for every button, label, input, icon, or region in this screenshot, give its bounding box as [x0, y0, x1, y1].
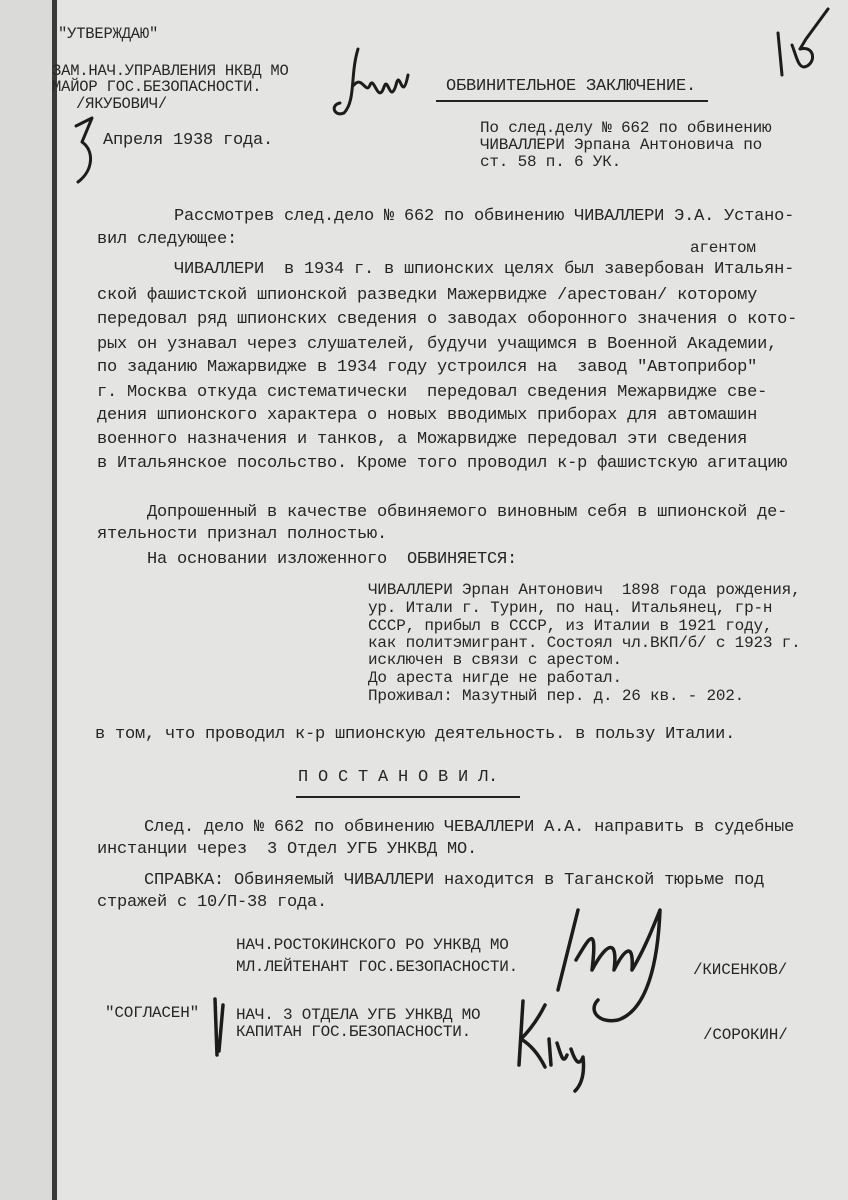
- body-line: передовал ряд шпионских сведения о заводах оборонного значения о кото-: [97, 310, 798, 329]
- sorokin-signature: [505, 995, 605, 1095]
- case-ref-line: По след.делу № 662 по обвинению: [480, 119, 772, 137]
- title-underline: [436, 100, 708, 102]
- body-line: ятельности признал полностью.: [97, 525, 388, 544]
- approval-stamp: "УТВЕРЖДАЮ": [58, 25, 159, 43]
- resolution-underline: [296, 796, 520, 798]
- handwritten-insertion: агентом: [690, 239, 756, 257]
- case-ref-line: ЧИВАЛЛЕРИ Эрпана Антоновича по: [480, 136, 763, 154]
- resolution-line: инстанции через 3 Отдел УГБ УНКВД МО.: [97, 840, 478, 859]
- case-ref-line: ст. 58 п. 6 УК.: [480, 153, 622, 171]
- note-line: СПРАВКА: Обвиняемый ЧИВАЛЛЕРИ находится в Таганской тюрьме под: [144, 871, 765, 890]
- agreed-stamp: "СОГЛАСЕН": [105, 1004, 200, 1022]
- agreed-mark: [205, 995, 235, 1065]
- body-line: г. Москва откуда систематически передовал сведения Межарвидже све-: [97, 383, 768, 402]
- accused-line: СССР, прибыл в СССР, из Италии в 1921 году,: [368, 617, 773, 635]
- approval-line: ЗАМ.НАЧ.УПРАВЛЕНИЯ НКВД МО: [52, 62, 289, 80]
- signatory-title: КАПИТАН ГОС.БЕЗОПАСНОСТИ.: [236, 1023, 472, 1041]
- approval-signatory: /ЯКУБОВИЧ/: [76, 95, 168, 113]
- page-edge-line: [52, 0, 57, 1200]
- accused-line: Проживал: Мазутный пер. д. 26 кв. - 202.: [368, 687, 745, 705]
- scan-margin: [0, 0, 52, 1200]
- resolution-line: След. дело № 662 по обвинению ЧЕВАЛЛЕРИ А.А. направить в судебные: [144, 818, 795, 837]
- signatory-name: /КИСЕНКОВ/: [693, 961, 788, 979]
- body-line: военного назначения и танков, а Можарвидже передовал эти сведения: [97, 430, 748, 449]
- body-line: Допрошенный в качестве обвиняемого виновным себя в шпионской де-: [147, 503, 788, 522]
- accused-line: ур. Итали г. Турин, по нац. Итальянец, гр-н: [368, 599, 773, 617]
- signatory-title: НАЧ. 3 ОТДЕЛА УГБ УНКВД МО: [236, 1006, 481, 1024]
- charge-line: в том, что проводил к-р шпионскую деятельность. в пользу Италии.: [95, 725, 736, 744]
- signatory-title: НАЧ.РОСТОКИНСКОГО РО УНКВД МО: [236, 936, 509, 954]
- body-line: по заданию Мажарвидже в 1934 году устроился на завод "Автоприбор": [97, 358, 758, 377]
- page-number-handwritten: [770, 5, 840, 75]
- resolution-heading: П О С Т А Н О В И Л.: [298, 768, 499, 787]
- body-line: рых он узнавал через слушателей, будучи учащимся в Военной Академии,: [97, 335, 778, 354]
- body-line: дения шпионского характера о новых вводимых приборах для автомашин: [97, 406, 758, 425]
- document-title: ОБВИНИТЕЛЬНОЕ ЗАКЛЮЧЕНИЕ.: [446, 77, 697, 96]
- signatory-name: /СОРОКИН/: [703, 1026, 788, 1044]
- accused-line: ЧИВАЛЛЕРИ Эрпан Антонович 1898 года рождения,: [368, 581, 801, 599]
- charged-intro: На основании изложенного ОБВИНЯЕТСЯ:: [147, 550, 518, 569]
- accused-line: До ареста нигде не работал.: [368, 669, 622, 687]
- note-line: стражей с 10/П-38 года.: [97, 893, 328, 912]
- approval-date: Апреля 1938 года.: [103, 131, 274, 150]
- accused-line: как политэмигрант. Состоял чл.ВКП/б/ с 1923 г.: [368, 634, 801, 652]
- signatory-title: МЛ.ЛЕЙТЕНАНТ ГОС.БЕЗОПАСНОСТИ.: [236, 958, 519, 976]
- body-line: ской фашистской шпионской разведки Мажервидже /арестован/ которому: [97, 286, 758, 305]
- body-line: ЧИВАЛЛЕРИ в 1934 г. в шпионских целях был завербован Итальян-: [174, 260, 795, 279]
- approval-line: МАЙОР ГОС.БЕЗОПАСНОСТИ.: [52, 78, 262, 96]
- handwritten-day: [72, 112, 102, 187]
- body-line: в Итальянское посольство. Кроме того проводил к-р фашистскую агитацию: [97, 454, 788, 473]
- body-line: Рассмотрев след.дело № 662 по обвинению ЧИВАЛЛЕРИ Э.А. Устано-: [174, 207, 795, 226]
- body-line: вил следующее:: [97, 230, 238, 249]
- approval-signature: [330, 45, 430, 125]
- accused-line: исключен в связи с арестом.: [368, 651, 622, 669]
